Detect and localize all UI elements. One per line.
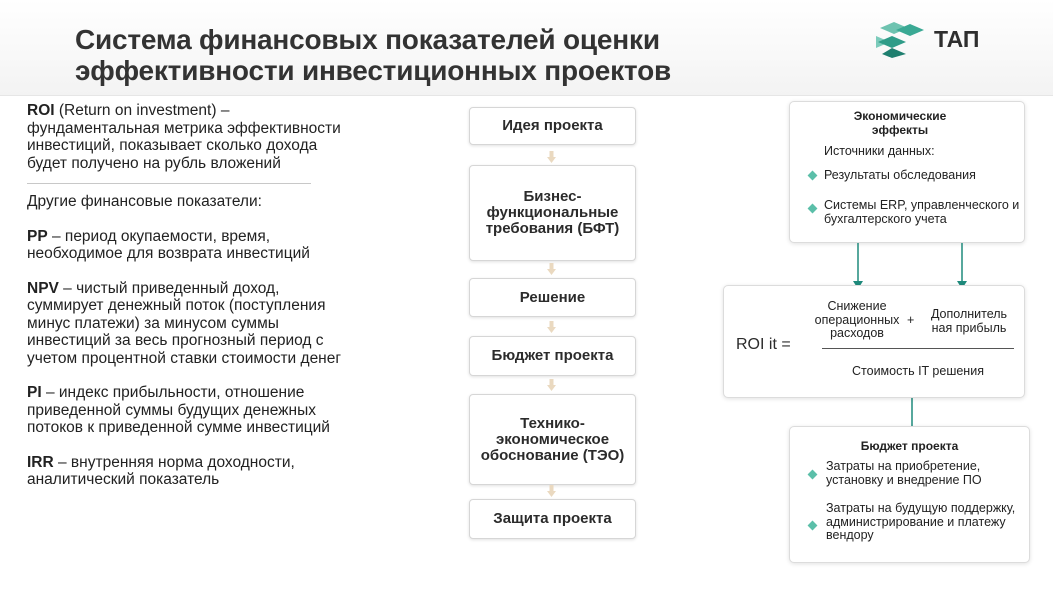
effects-item: Системы ERP, управленческого и бухгалтерского учета <box>824 198 1020 226</box>
bullet-icon <box>808 204 818 214</box>
header <box>0 0 1053 96</box>
pi-text: – индекс прибыльности, отношение приведенной суммы будущих денежных потоков к приведенной сумме инвестиций <box>27 384 330 436</box>
economic-effects-card <box>789 101 1025 243</box>
tap-logo-icon <box>876 22 928 58</box>
formula-plus: + <box>907 313 915 327</box>
flow-step-solution: Решение <box>469 278 636 317</box>
roi-formula-card <box>723 285 1025 398</box>
effects-title: Экономические эффекты <box>853 109 947 137</box>
logo-text: ТАП <box>934 26 980 52</box>
bullet-icon <box>808 521 818 531</box>
budget-card <box>789 426 1030 563</box>
flow-arrow-icon <box>547 263 556 275</box>
effects-item: Результаты обследования <box>824 168 976 182</box>
flow-step-idea: Идея проекта <box>469 107 636 145</box>
fraction-line <box>822 348 1014 349</box>
roi-term: ROI <box>27 102 55 119</box>
flow-step-feasibility: Технико-экономическое обоснование (ТЭО) <box>469 394 636 485</box>
budget-title: Бюджет проекта <box>860 439 959 453</box>
title-line-2: эффективности инвестиционных проектов <box>75 55 671 86</box>
flow-arrow-icon <box>547 151 556 163</box>
flow-step-budget: Бюджет проекта <box>469 336 636 376</box>
bullet-icon <box>808 470 818 480</box>
pi-paragraph <box>27 384 357 437</box>
flow-step-defense: Защита проекта <box>469 499 636 539</box>
flow-arrow-icon <box>547 321 556 333</box>
metrics-description <box>27 102 357 489</box>
formula-term-1: Снижение операционных расходов <box>814 299 900 340</box>
npv-text: – чистый приведенный доход, суммирует денежный поток (поступления минус платежи) за минусом суммы инвестиций за весь прогнозный период с учетом процентной ставки стоимости денег <box>27 279 342 367</box>
npv-paragraph <box>27 280 357 368</box>
connector-arrows <box>850 241 970 291</box>
pp-paragraph <box>27 228 357 263</box>
other-heading: Другие финансовые показатели: <box>27 193 262 210</box>
flow-arrow-icon <box>547 379 556 391</box>
pp-term: PP <box>27 227 48 245</box>
formula-lhs: ROI it = <box>736 336 791 353</box>
irr-paragraph <box>27 454 357 489</box>
title-line-1: Система финансовых показателей оценки <box>75 24 660 55</box>
page-title <box>75 24 671 86</box>
flow-step-requirements: Бизнес-функциональные требования (БФТ) <box>469 165 636 261</box>
bullet-icon <box>808 171 818 181</box>
irr-term: IRR <box>27 453 54 471</box>
irr-text: – внутренняя норма доходности, аналитический показатель <box>27 453 295 488</box>
logo <box>876 22 996 58</box>
roi-text: (Return on investment) – фундаментальная метрика эффективности инвестиций, показывает сколько дохода будет получено на рубль вложений <box>27 102 341 172</box>
roi-paragraph <box>27 102 357 172</box>
budget-item: Затраты на будущую поддержку, администрирование и платежу вендору <box>826 501 1016 542</box>
pp-text: – период окупаемости, время, необходимое для возврата инвестиций <box>27 227 310 262</box>
pi-term: PI <box>27 384 42 401</box>
budget-item: Затраты на приобретение, установку и внедрение ПО <box>826 459 982 487</box>
formula-term-2: Дополнитель ная прибыль <box>930 307 1008 335</box>
sources-label: Источники данных: <box>824 144 935 158</box>
npv-term: NPV <box>27 279 59 297</box>
flow-arrow-icon <box>547 485 556 497</box>
formula-denominator: Стоимость IT решения <box>852 364 984 378</box>
divider <box>27 183 311 184</box>
